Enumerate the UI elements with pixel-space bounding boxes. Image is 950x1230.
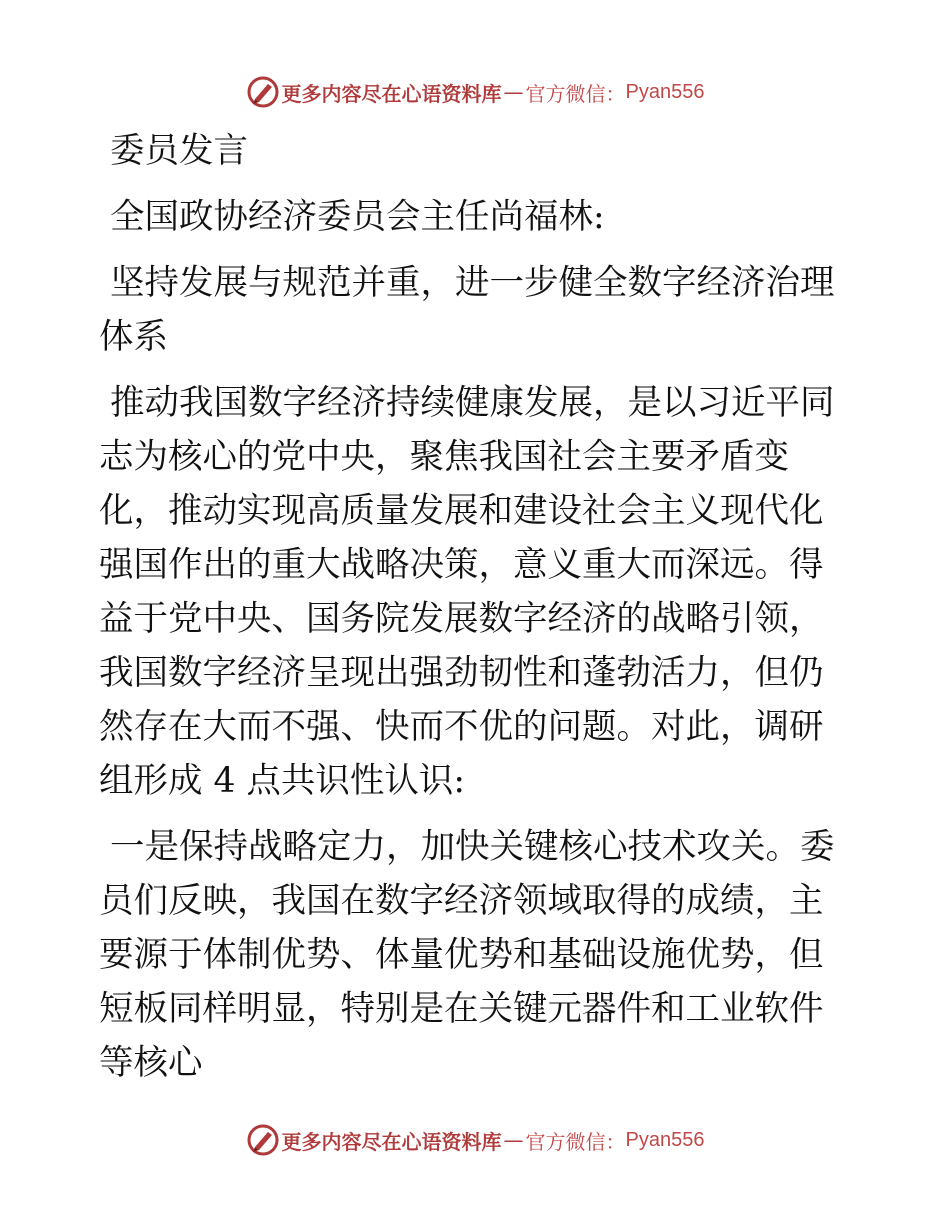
pen-logo-icon: [246, 75, 280, 109]
banner-text: 更多内容尽在心语资料库: [281, 81, 502, 106]
paragraph-1: 推动我国数字经济持续健康发展，是以习近平同志为核心的党中央，聚焦我国社会主要矛盾变化，推动实现高质量发展和建设社会主义现代化强国作出的重大战略决策，意义重大而深远。得益于党中央、国务院发展数字经济的战略引领，我国数字经济呈现出强劲韧性和蓬勃活力，但仍然存在大而不强、快而不优的问题。对此，调研组形成 4 点共识性认识:: [99, 383, 835, 801]
banner-wechat-label: 官方微信：: [525, 1129, 626, 1154]
footer-watermark-banner: [0, 1120, 950, 1160]
banner-wechat-id: Pyan556: [625, 80, 705, 103]
banner-text: 更多内容尽在心语资料库: [281, 1129, 502, 1154]
banner-wechat-id: Pyan556: [625, 1128, 705, 1151]
document-body: [99, 124, 849, 1090]
paragraph-2: 一是保持战略定力，加快关键核心技术攻关。委员们反映，我国在数字经济领域取得的成绩，主要源于体制优势、体量优势和基础设施优势，但短板同样明显，特别是在关键元器件和工业软件等核心: [99, 827, 835, 1083]
banner-wechat-label: 官方微信：: [525, 81, 626, 106]
header-watermark-banner: [0, 72, 950, 112]
pen-logo-icon: [246, 1123, 280, 1157]
speech-title: 坚持发展与规范并重，进一步健全数字经济治理体系: [99, 263, 835, 357]
banner-dash: —: [503, 1128, 524, 1152]
banner-dash: —: [503, 80, 524, 104]
speaker-line: 全国政协经济委员会主任尚福林:: [110, 197, 605, 237]
section-heading: 委员发言: [110, 131, 248, 171]
